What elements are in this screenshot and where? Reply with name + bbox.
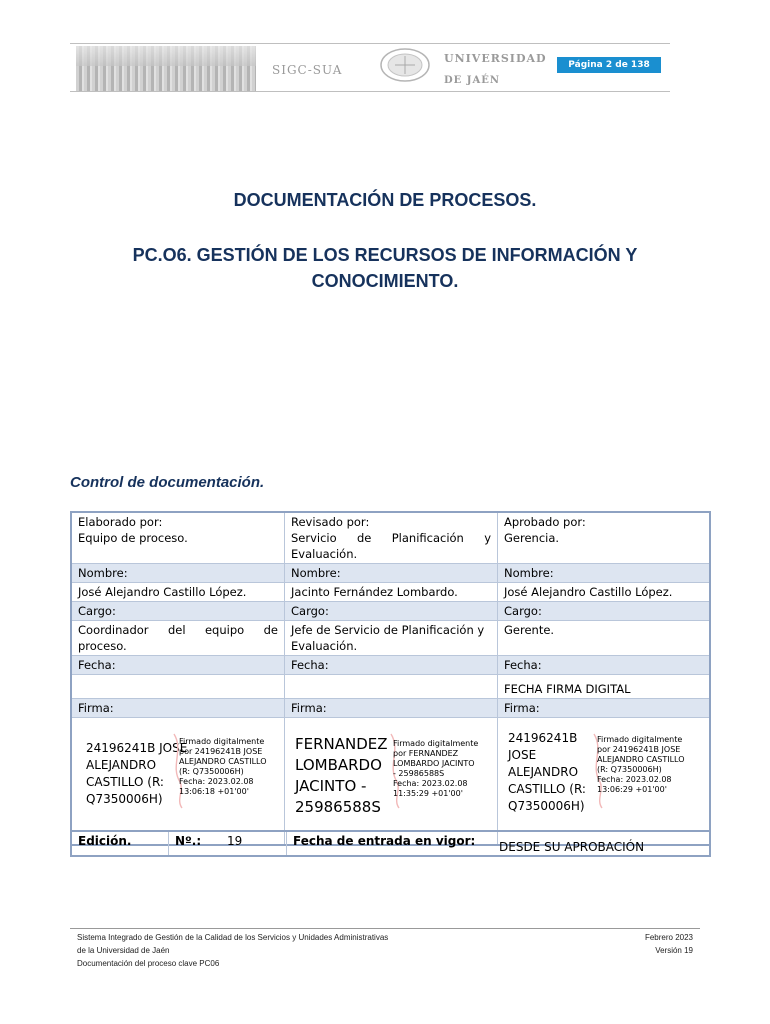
effective-date-cell xyxy=(287,832,709,855)
elaborado-value: Equipo de proceso. xyxy=(78,531,188,545)
cargo2-line2: Evaluación. xyxy=(291,639,358,653)
edition-number-cell xyxy=(169,832,287,855)
header-photo xyxy=(76,46,256,91)
fecha-value xyxy=(72,675,285,698)
nombre-label: Nombre: xyxy=(72,564,285,582)
university-seal-icon xyxy=(377,47,433,83)
cargo-label: Cargo: xyxy=(72,602,285,620)
signature-3 xyxy=(498,718,709,844)
cargo-label: Cargo: xyxy=(285,602,498,620)
aprobado-cell xyxy=(498,513,709,563)
revisado-value-cont: Evaluación. xyxy=(291,547,358,561)
table-row xyxy=(72,620,709,655)
aprobado-label: Aprobado por: xyxy=(504,515,586,529)
signature-2 xyxy=(285,718,498,844)
signature-1 xyxy=(72,718,285,844)
signature-1-name: 24196241B JOSE ALEJANDRO CASTILLO (R: Q7350006H) xyxy=(86,741,188,806)
footer-version: Versión 19 xyxy=(655,946,693,955)
header-system-name: SIGC-SUA xyxy=(272,63,343,77)
cargo2-line1: Jefe de Servicio de Planificación y xyxy=(291,623,485,637)
process-title: PC.O6. GESTIÓN DE LOS RECURSOS DE INFORMACIÓN Y CONOCIMIENTO. xyxy=(132,245,638,291)
effective-date-label: Fecha de entrada en vigor: xyxy=(293,834,476,848)
nombre-value: José Alejandro Castillo López. xyxy=(72,583,285,601)
footer-rule xyxy=(70,928,700,929)
cargo1-line1: Coordinador del equipo de xyxy=(78,623,278,637)
header-top-rule xyxy=(70,43,670,44)
table-row xyxy=(72,601,709,620)
cargo-value xyxy=(285,621,498,655)
effective-date-value: DESDE SU APROBACIÓN xyxy=(499,840,645,854)
cargo-value: Gerente. xyxy=(504,623,555,637)
nombre-value: Jacinto Fernández Lombardo. xyxy=(285,583,498,601)
signature-3-name: 24196241B JOSE ALEJANDRO CASTILLO (R: Q7350006H) xyxy=(508,731,586,813)
signature-2-name: FERNANDEZ LOMBARDO JACINTO - 25986588S xyxy=(295,735,388,816)
table-row xyxy=(72,674,709,698)
table-row xyxy=(72,717,709,844)
fecha-label: Fecha: xyxy=(72,656,285,674)
revisado-label: Revisado por: xyxy=(291,515,370,529)
edition-number: 19 xyxy=(227,834,243,848)
nombre-label: Nombre: xyxy=(285,564,498,582)
table-row xyxy=(72,698,709,717)
nombre-value: José Alejandro Castillo López. xyxy=(504,585,673,599)
footer-line1: Sistema Integrado de Gestión de la Calidad de los Servicios y Unidades Administrativas xyxy=(77,933,389,942)
edition-table xyxy=(70,830,711,857)
footer-date: Febrero 2023 xyxy=(644,933,693,942)
revisado-cell xyxy=(285,513,498,563)
edition-number-label: Nº.: xyxy=(175,834,202,848)
signature-3-detail: Firmado digitalmente por 24196241B JOSE ALEJANDRO CASTILLO (R: Q7350006H) Fecha: 2023.02.08 13:06:29 +01'00' xyxy=(597,735,685,794)
footer-line3: Documentación del proceso clave PC06 xyxy=(77,959,220,968)
elaborado-cell xyxy=(72,513,285,563)
signature-2-detail: Firmado digitalmente por FERNANDEZ LOMBARDO JACINTO - 25986588S Fecha: 2023.02.08 11:35:29 +01'00' xyxy=(393,739,479,798)
table-row xyxy=(72,563,709,582)
firma-label: Firma: xyxy=(285,699,498,717)
aprobado-value: Gerencia. xyxy=(504,531,560,545)
fecha-value: FECHA FIRMA DIGITAL xyxy=(504,682,631,696)
cargo1-line2: proceso. xyxy=(78,639,127,653)
table-row xyxy=(72,655,709,674)
signature-1-detail: Firmado digitalmente por 24196241B JOSE ALEJANDRO CASTILLO (R: Q7350006H) Fecha: 2023.02.08 13:06:18 +01'00' xyxy=(179,737,267,796)
footer-right xyxy=(645,931,693,957)
fecha-value xyxy=(285,675,498,698)
section-heading: Control de documentación. xyxy=(70,474,265,491)
footer-line2: de la Universidad de Jaén xyxy=(77,946,170,955)
cargo-label: Cargo: xyxy=(504,604,542,618)
edition-label: Edición. xyxy=(72,832,169,855)
page-number-badge: Página 2 de 138 xyxy=(557,57,661,73)
document-control-table xyxy=(70,511,711,846)
cargo-value xyxy=(72,621,285,655)
fecha-label: Fecha: xyxy=(285,656,498,674)
fecha-label: Fecha: xyxy=(504,658,542,672)
firma-label: Firma: xyxy=(72,699,285,717)
footer-left xyxy=(77,931,388,970)
table-row xyxy=(72,513,709,563)
header-bottom-rule xyxy=(70,91,670,92)
header-university-line1: UNIVERSIDAD xyxy=(444,52,547,65)
nombre-label: Nombre: xyxy=(504,566,554,580)
firma-label: Firma: xyxy=(504,701,540,715)
document-title: DOCUMENTACIÓN DE PROCESOS. xyxy=(233,190,537,210)
revisado-value: Servicio de Planificación y xyxy=(291,531,491,545)
header-university-line2: DE JAÉN xyxy=(444,75,501,86)
table-row xyxy=(72,582,709,601)
elaborado-label: Elaborado por: xyxy=(78,515,163,529)
